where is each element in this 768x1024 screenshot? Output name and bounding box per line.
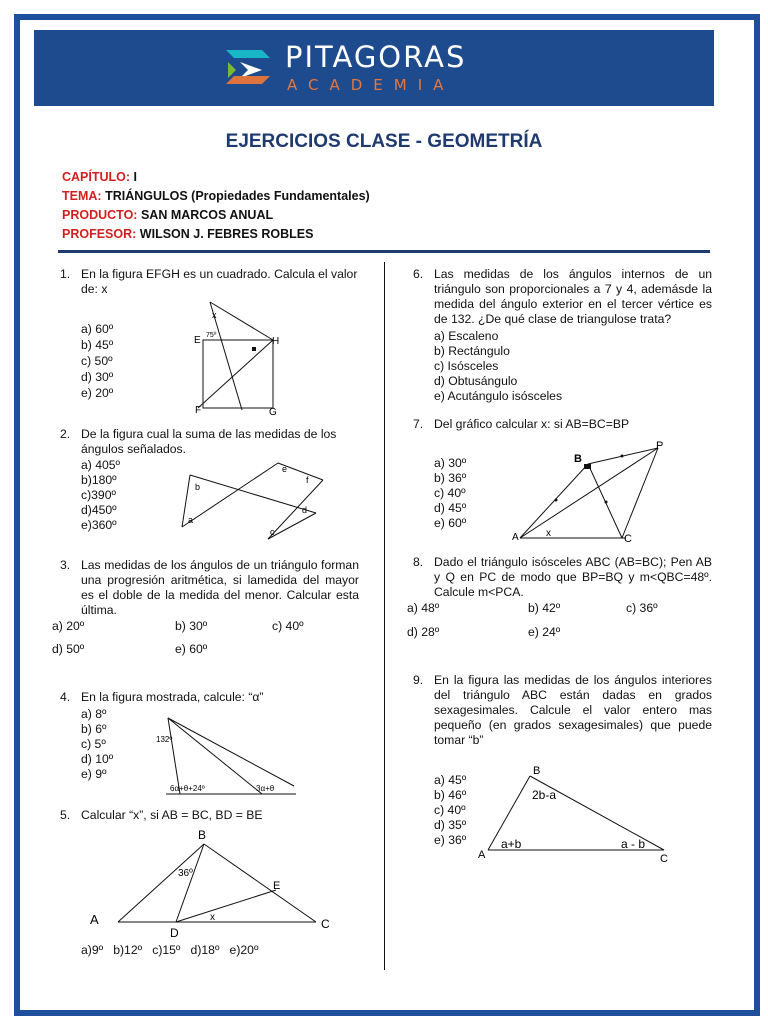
svg-text:E: E (194, 335, 201, 346)
q2-figure (178, 455, 326, 543)
svg-text:x: x (210, 912, 215, 923)
svg-text:E: E (273, 880, 281, 892)
svg-text:A: A (512, 532, 519, 543)
brand-subtitle: ACADEMIA (287, 76, 455, 94)
svg-text:c: c (270, 527, 275, 537)
svg-text:a+b: a+b (501, 837, 522, 851)
svg-text:b: b (195, 482, 201, 492)
q5-figure (86, 824, 342, 938)
svg-text:B: B (574, 453, 582, 465)
svg-text:d: d (302, 505, 308, 515)
brand-name: PITAGORAS (285, 40, 467, 74)
svg-text:B: B (533, 765, 541, 777)
svg-text:f: f (306, 475, 309, 485)
svg-text:132º: 132º (156, 735, 173, 744)
svg-text:F: F (195, 405, 202, 416)
q9-figure (478, 762, 674, 866)
svg-text:C: C (321, 917, 330, 931)
svg-text:a - b: a - b (621, 837, 646, 851)
svg-text:C: C (660, 853, 668, 865)
page-title: EJERCICIOS CLASE - GEOMETRÍA (225, 131, 543, 152)
meta-chapter: CAPÍTULO: I (62, 170, 138, 184)
q4-figure (150, 710, 298, 800)
svg-text:P: P (656, 440, 664, 452)
svg-text:2b-a: 2b-a (532, 788, 557, 802)
svg-text:A: A (478, 849, 486, 861)
svg-text:a: a (188, 515, 194, 525)
svg-text:D: D (170, 926, 179, 938)
svg-text:e: e (282, 464, 288, 474)
header-divider (58, 250, 710, 253)
meta-product: PRODUCTO: SAN MARCOS ANUAL (62, 208, 274, 222)
svg-text:36º: 36º (178, 868, 193, 879)
svg-text:B: B (198, 828, 207, 842)
svg-text:A: A (90, 912, 99, 927)
svg-text:x: x (546, 528, 551, 539)
svg-text:C: C (624, 533, 632, 544)
svg-text:H: H (272, 336, 280, 347)
svg-text:6α+θ+24º: 6α+θ+24º (170, 784, 205, 793)
svg-text:75º: 75º (206, 332, 217, 339)
q1-figure (190, 298, 290, 418)
q7-figure (512, 440, 672, 544)
column-divider (384, 262, 385, 970)
meta-topic: TEMA: TRIÁNGULOS (Propiedades Fundamentales) (62, 189, 370, 203)
logo-icon (222, 42, 274, 98)
svg-text:x: x (212, 310, 217, 320)
meta-teacher: PROFESOR: WILSON J. FEBRES ROBLES (62, 227, 314, 241)
svg-text:G: G (269, 407, 277, 418)
svg-text:3α+θ: 3α+θ (256, 784, 275, 793)
q1-text: En la figura EFGH es un cuadrado. Calcula el valor de: x (81, 267, 358, 296)
